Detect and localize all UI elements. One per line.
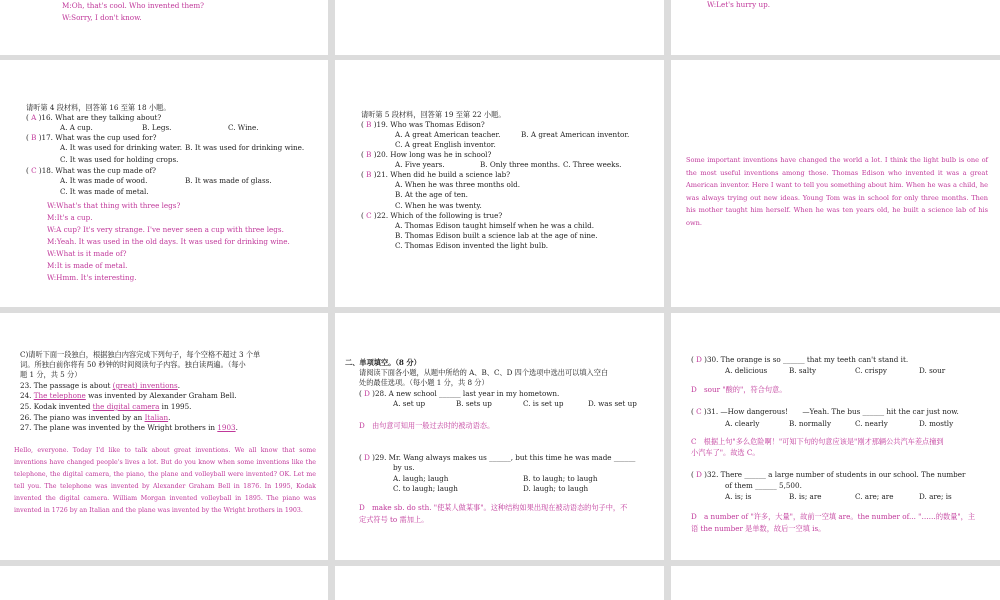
option: B. normally <box>789 419 832 428</box>
question-stem: )18. What was the cup made of? <box>38 166 156 175</box>
listening-script: Some important inventions have changed the world a lot. I think the light bulb is one of the most useful inventions among those. Thomas Edison who invented it was a great American inventor. Here I want to tell you something about him. When he was a child, he was always trying out new ideas. Young Tom was in school for only three months. Then his mother taught him herself. When he was ten years old, he built a science lab of his own. <box>686 156 988 227</box>
script-line: W:A cup? It's very strange. I've never seen a cup with three legs. <box>47 225 284 234</box>
option: B. Legs. <box>142 123 172 132</box>
option: C. Wine. <box>228 123 259 132</box>
question-18: ( C )18. What was the cup made of? <box>26 166 156 175</box>
option: A. set up <box>393 399 426 408</box>
option: B. Thomas Edison built a science lab at the age of nine. <box>395 231 598 240</box>
listening-script: Hello, everyone. Today I'd like to talk about great inventions. We all know that some inventions have changed people's lives a lot. But do you know when some inventions like the telephone, the digital camera, the piano, the plane and volleyball were invented? OK. Let me tell you. The telephone was invented by Alexander Graham Bell in 1876. In 1995, Kodak invented the digital camera. William Morgan invented volleyball in 1895. The piano was invented in 1726 by an Italian and the plane was invented by the Wright brothers in 1903. <box>14 447 316 514</box>
section-intro: C)请听下面一段独白，根据独白内容完成下列句子，每个空格不超过 3 个单 <box>20 350 261 359</box>
explanation: 定式符号 to 需加上。 <box>359 515 429 524</box>
question-stem: )16. What are they talking about? <box>38 113 162 122</box>
option: B. It was used for drinking wine. <box>185 143 305 152</box>
option: B. At the age of ten. <box>395 190 468 199</box>
question-stem: )19. Who was Thomas Edison? <box>373 120 485 129</box>
option: B. Only three months. <box>480 160 561 169</box>
option: C. is set up <box>523 399 564 408</box>
question-28: ( D )28. A new school ______ last year in my hometown. <box>359 389 560 398</box>
question-31: ( C )31. —How dangerous! —Yeah. The bus ______ hit the car just now. <box>691 407 959 416</box>
option: A. When he was three months old. <box>395 180 521 189</box>
question-stem: )32. There ______ a large number of students in our school. The number <box>704 470 966 479</box>
option: C. When he was twenty. <box>395 201 482 210</box>
question-text: 27. The plane was invented by the Wright brothers in <box>20 423 218 432</box>
question-stem: )29. Mr. Wang always makes us ______, but this time he was made ______ <box>372 453 636 462</box>
option: C. It was made of metal. <box>60 187 149 196</box>
explanation: D sour "酸的"，符合句意。 <box>691 385 787 394</box>
question-text: 25. Kodak invented <box>20 402 93 411</box>
option: B. to laugh; to laugh <box>523 474 598 483</box>
question-stem: )20. How long was he in school? <box>373 150 492 159</box>
slide-4 <box>0 60 328 307</box>
answer-blank: The telephone <box>33 391 86 400</box>
script-line: M:It is made of metal. <box>47 261 128 270</box>
option: C. crispy <box>855 366 887 375</box>
option: C. nearly <box>855 419 888 428</box>
question-text: . <box>177 381 181 390</box>
option: C. Three weeks. <box>563 160 622 169</box>
script-line: W:What's that thing with three legs? <box>47 201 181 210</box>
script-line: W:Hmm. It's interesting. <box>47 273 137 282</box>
question-26 <box>20 413 170 423</box>
question-text: was invented by Alexander Graham Bell. <box>85 391 237 400</box>
question-stem: )22. Which of the following is true? <box>373 211 503 220</box>
section-intro: 请听第 5 段材料，回答第 19 至第 22 小题。 <box>361 110 506 119</box>
section-intro: 词。所独白前你将有 50 秒钟的时间阅读句子内容。独白读两遍。（每小 <box>20 360 246 369</box>
option: D. was set up <box>588 399 637 408</box>
slide-5 <box>335 60 664 307</box>
question-stem: )17. What was the cup used for? <box>38 133 157 142</box>
question-30: ( D )30. The orange is so ______ that my teeth can't stand it. <box>691 355 909 364</box>
question-23 <box>20 381 180 391</box>
option: B. sets up <box>456 399 492 408</box>
answer-key: B <box>366 170 372 179</box>
question-17: ( B )17. What was the cup used for? <box>26 133 157 142</box>
option: A. It was used for drinking water. <box>60 143 182 152</box>
slide-9 <box>671 313 1000 560</box>
section-intro: 题 1 分，共 5 分） <box>20 370 82 379</box>
question-27 <box>20 423 238 433</box>
question-stem: )28. A new school ______ last year in my hometown. <box>372 389 560 398</box>
section-intro: 请阅读下面各小题，从题中所给的 A、B、C、D 四个选项中选出可以填入空白 <box>359 368 609 377</box>
question-stem: )30. The orange is so ______ that my teeth can't stand it. <box>704 355 909 364</box>
option: A. A cup. <box>60 123 93 132</box>
explanation: D make sb. do sth. "使某人做某事"。这种结构如果出现在被动语态的句子中，不 <box>359 503 628 512</box>
question-stem-cont: of them ______ 5,500. <box>725 481 802 490</box>
answer-key: D <box>696 470 702 479</box>
option: C. to laugh; laugh <box>393 484 458 493</box>
question-29: ( D )29. Mr. Wang always makes us ______, but this time he was made ______ <box>359 453 636 462</box>
answer-blank: 1903 <box>217 423 236 432</box>
option: C. A great English inventor. <box>395 140 496 149</box>
explanation: 语 the number 是单数，故后一空填 is。 <box>691 524 826 533</box>
question-stem: )31. —How dangerous! —Yeah. The bus ______ hit the car just now. <box>703 407 959 416</box>
option: A. clearly <box>725 419 760 428</box>
slide-6 <box>671 60 1000 307</box>
option: B. salty <box>789 366 817 375</box>
slide-11 <box>335 566 664 600</box>
option: A. Thomas Edison taught himself when he was a child. <box>395 221 595 230</box>
question-text: in 1995. <box>159 402 192 411</box>
answer-blank: the digital camera <box>92 402 160 411</box>
option: C. Thomas Edison invented the light bulb. <box>395 241 549 250</box>
slide-8 <box>335 313 664 560</box>
answer-key: D <box>364 453 370 462</box>
option: B. is; are <box>789 492 822 501</box>
option: A. Five years. <box>395 160 445 169</box>
question-25 <box>20 402 191 412</box>
question-20: ( B )20. How long was he in school? <box>361 150 492 159</box>
question-text: 24. <box>20 391 34 400</box>
dialogue-line: W:Sorry, I don't know. <box>62 13 142 22</box>
slide-10 <box>0 566 328 600</box>
answer-key: B <box>366 150 372 159</box>
section-intro: 请听第 4 段材料，回答第 16 至第 18 小题。 <box>26 103 171 112</box>
answer-blank: Italian <box>144 413 169 422</box>
question-stem-cont: by us. <box>393 463 415 472</box>
option: C. It was used for holding crops. <box>60 155 179 164</box>
question-16: ( A )16. What are they talking about? <box>26 113 162 122</box>
slide-2 <box>335 0 664 55</box>
answer-key: D <box>364 389 370 398</box>
slide-7 <box>0 313 328 560</box>
answer-blank: (great) inventions <box>112 381 178 390</box>
slide-3 <box>671 0 1000 55</box>
dialogue-line: M:Oh, that's cool. Who invented them? <box>62 1 205 10</box>
question-text: 23. The passage is about <box>20 381 113 390</box>
section-intro: 处的最佳选项。（每小题 1 分，共 8 分） <box>359 378 489 387</box>
answer-key: B <box>366 120 372 129</box>
explanation: C 根据上句"多么危险啊！"可知下句的句意应该是"刚才那辆公共汽车差点撞到 <box>691 437 944 446</box>
question-text: . <box>168 413 171 422</box>
answer-key: D <box>696 355 702 364</box>
dialogue-line: W:Let's hurry up. <box>707 0 771 9</box>
question-22: ( C )22. Which of the following is true? <box>361 211 503 220</box>
question-stem: )21. When did he build a science lab? <box>373 170 511 179</box>
question-19: ( B )19. Who was Thomas Edison? <box>361 120 485 129</box>
option: B. A great American inventor. <box>521 130 630 139</box>
option: A. A great American teacher. <box>395 130 501 139</box>
option: A. It was made of wood. <box>60 176 148 185</box>
option: D. laugh; to laugh <box>523 484 589 493</box>
option: A. is; is <box>725 492 752 501</box>
question-32: ( D )32. There ______ a large number of students in our school. The number <box>691 470 966 479</box>
question-21: ( B )21. When did he build a science lab? <box>361 170 511 179</box>
question-text: . <box>235 423 238 432</box>
option: D. sour <box>919 366 946 375</box>
answer-key: A <box>31 113 37 122</box>
question-24 <box>20 391 237 401</box>
answer-key: B <box>31 133 37 142</box>
slide-1 <box>0 0 328 55</box>
answer-key: C <box>31 166 37 175</box>
script-line: M:Yeah. It was used in the old days. It was used for drinking wine. <box>47 237 290 246</box>
option: D. are; is <box>919 492 952 501</box>
explanation: 小汽车了"。故选 C。 <box>691 448 760 457</box>
explanation: D 由句意可知用一般过去时的被动语态。 <box>359 421 495 430</box>
option: D. mostly <box>919 419 954 428</box>
option: A. delicious <box>725 366 768 375</box>
option: A. laugh; laugh <box>393 474 449 483</box>
slide-12 <box>671 566 1000 600</box>
section-title: 二、单项填空。（8 分） <box>345 358 421 367</box>
answer-key: C <box>366 211 372 220</box>
explanation: D a number of "许多，大量"，故前一空填 are。the number of... "……的数量"，主 <box>691 512 976 521</box>
question-text: 26. The piano was invented by an <box>20 413 145 422</box>
option: C. are; are <box>855 492 894 501</box>
script-line: W:What is it made of? <box>47 249 127 258</box>
script-line: M:It's a cup. <box>47 213 93 222</box>
answer-key: C <box>696 407 702 416</box>
option: B. It was made of glass. <box>185 176 272 185</box>
